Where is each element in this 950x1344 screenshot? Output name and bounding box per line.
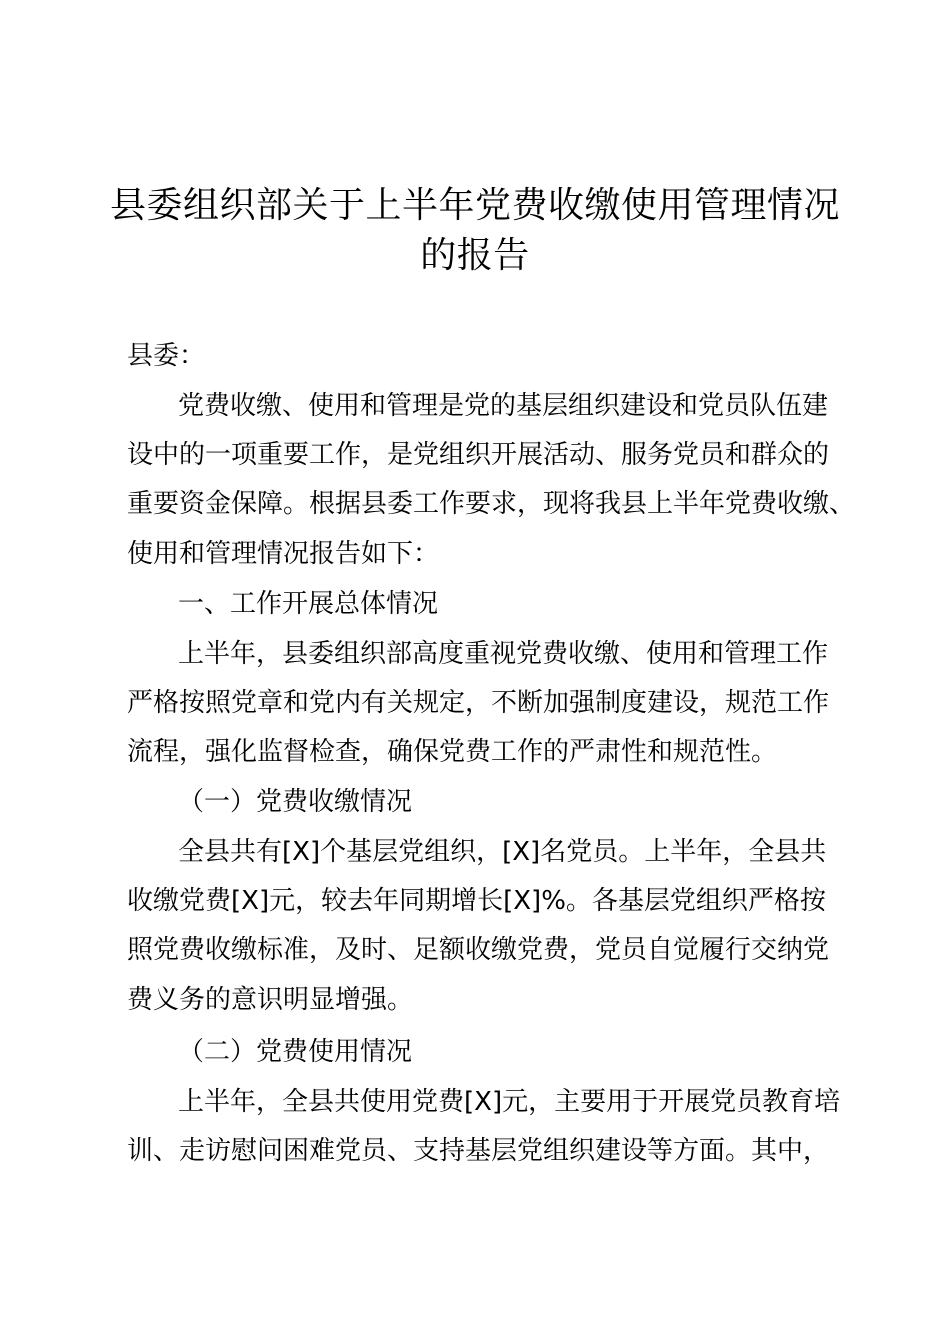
paragraph-collection-line-3: 照党费收缴标准，及时、足额收缴党费，党员自觉履行交纳党 <box>127 935 830 965</box>
paragraph-collection-line-2: 收缴党费[X]元，较去年同期增长[X]%。各基层党组织严格按 <box>127 886 826 916</box>
paragraph-intro-line-3: 重要资金保障。根据县委工作要求，现将我县上半年党费收缴、 <box>127 489 856 519</box>
salutation: 县委： <box>127 341 206 371</box>
paragraph-collection-line-1: 全县共有[X]个基层党组织，[X]名党员。上半年，全县共 <box>178 837 827 867</box>
document-title-line-2: 的报告 <box>420 235 530 276</box>
subsection-heading-1: （一）党费收缴情况 <box>178 787 413 817</box>
paragraph-overview-line-2: 严格按照党章和党内有关规定，不断加强制度建设，规范工作 <box>127 688 830 718</box>
paragraph-usage-line-2: 训、走访慰问困难党员、支持基层党组织建设等方面。其中， <box>127 1136 830 1166</box>
paragraph-overview-line-1: 上半年，县委组织部高度重视党费收缴、使用和管理工作 <box>178 639 829 669</box>
paragraph-intro-line-2: 设中的一项重要工作，是党组织开展活动、服务党员和群众的 <box>127 440 830 470</box>
section-heading-1: 一、工作开展总体情况 <box>178 589 439 619</box>
subsection-heading-2: （二）党费使用情况 <box>178 1037 413 1067</box>
paragraph-intro-line-4: 使用和管理情况报告如下： <box>127 539 440 569</box>
paragraph-intro-line-1: 党费收缴、使用和管理是党的基层组织建设和党员队伍建 <box>178 391 829 421</box>
document-title-line-1: 县委组织部关于上半年党费收缴使用管理情况 <box>109 185 840 226</box>
paragraph-collection-line-4: 费义务的意识明显增强。 <box>127 985 414 1015</box>
paragraph-overview-line-3: 流程，强化监督检查，确保党费工作的严肃性和规范性。 <box>127 737 778 767</box>
paragraph-usage-line-1: 上半年，全县共使用党费[X]元，主要用于开展党员教育培 <box>178 1087 841 1117</box>
